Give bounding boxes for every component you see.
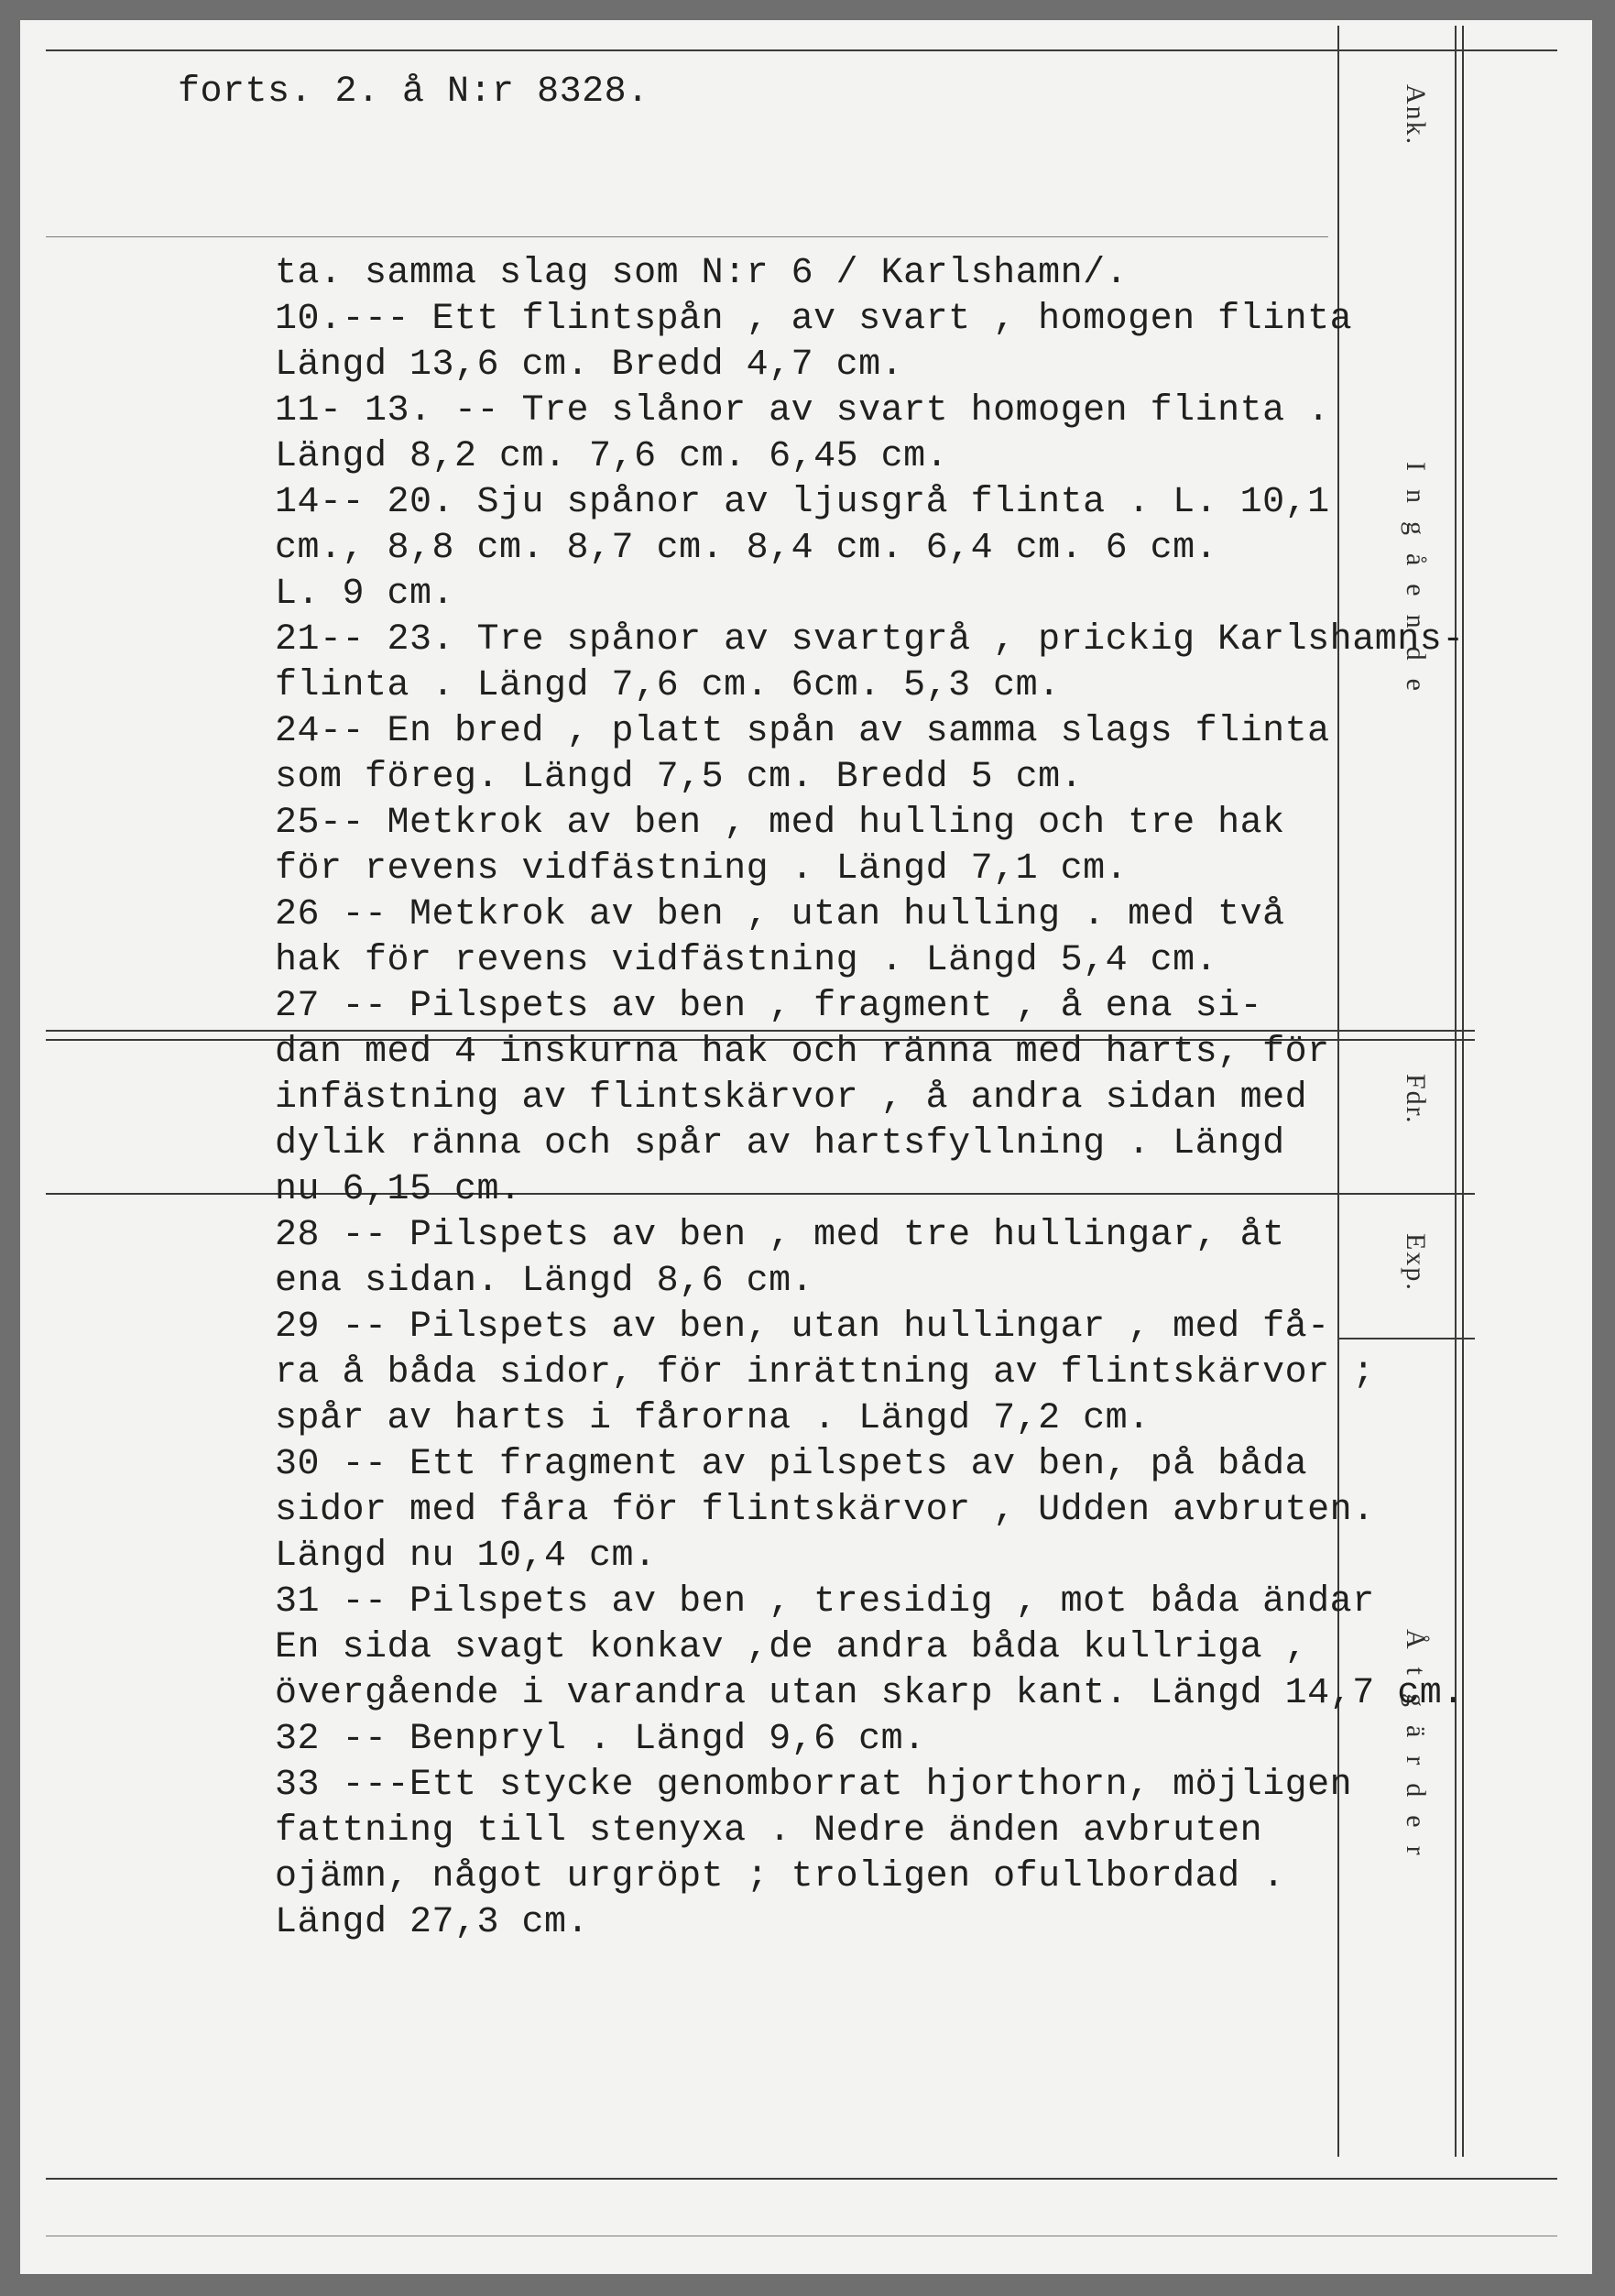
text-line: ta. samma slag som N:r 6 / Karlshamn/. <box>275 253 1129 294</box>
text-line: sidor med fåra för flintskärvor , Udden avbruten. <box>275 1490 1375 1531</box>
column-divider-right-2 <box>1462 26 1464 2157</box>
text-line: 24-- En bred , platt spån av samma slags flinta <box>275 711 1330 752</box>
text-line: nu 6,15 cm. <box>275 1169 522 1210</box>
text-line: övergående i varandra utan skarp kant. Längd 14,7 cm. <box>275 1673 1465 1714</box>
text-line: ra å båda sidor, för inrättning av flintskärvor ; <box>275 1352 1375 1394</box>
text-line: spår av harts i fårorna . Längd 7,2 cm. <box>275 1398 1151 1439</box>
text-line: 11- 13. -- Tre slånor av svart homogen flinta . <box>275 390 1330 432</box>
text-line: 28 -- Pilspets av ben , med tre hullingar, åt <box>275 1215 1285 1256</box>
text-line: dylik ränna och spår av hartsfyllning . Längd <box>275 1123 1285 1164</box>
text-line: 32 -- Benpryl . Längd 9,6 cm. <box>275 1719 926 1760</box>
text-line: ena sidan. Längd 8,6 cm. <box>275 1261 814 1302</box>
top-rule <box>46 49 1557 51</box>
bottom-rule <box>46 2178 1557 2180</box>
text-line: cm., 8,8 cm. 8,7 cm. 8,4 cm. 6,4 cm. 6 cm. <box>275 528 1218 569</box>
text-line: dan med 4 inskurna hak och ränna med harts, för <box>275 1032 1330 1073</box>
text-line: fattning till stenyxa . Nedre änden avbruten <box>275 1810 1263 1852</box>
text-line: 29 -- Pilspets av ben, utan hullingar , med få- <box>275 1307 1330 1348</box>
ank-label: Ank. <box>1401 84 1431 147</box>
text-line: 31 -- Pilspets av ben , tresidig , mot båda ändar <box>275 1581 1375 1623</box>
text-line: infästning av flintskärvor , å andra sidan med <box>275 1077 1308 1119</box>
card-header-title: forts. 2. å N:r 8328. <box>178 71 649 113</box>
text-line: 10.--- Ett flintspån , av svart , homogen flinta <box>275 299 1353 340</box>
text-line: 14-- 20. Sju spånor av ljusgrå flinta . L. 10,1 <box>275 482 1330 523</box>
column-divider-left <box>1337 26 1339 2157</box>
text-line: hak för revens vidfästning . Längd 5,4 cm. <box>275 940 1218 981</box>
text-line: 25-- Metkrok av ben , med hulling och tre hak <box>275 803 1285 844</box>
text-line: 27 -- Pilspets av ben , fragment , å ena si- <box>275 986 1263 1027</box>
text-line: En sida svagt konkav ,de andra båda kullriga , <box>275 1627 1308 1668</box>
text-line: 26 -- Metkrok av ben , utan hulling . med två <box>275 894 1285 935</box>
atgarder-label: Åtgärder <box>1401 1629 1431 1874</box>
text-line: Längd nu 10,4 cm. <box>275 1536 657 1577</box>
catalog-card <box>20 20 1592 2274</box>
text-line: L. 9 cm. <box>275 574 455 615</box>
fdr-label: Fdr. <box>1401 1074 1431 1125</box>
exp-label: Exp. <box>1401 1233 1431 1292</box>
text-line: Längd 8,2 cm. 7,6 cm. 6,45 cm. <box>275 436 949 477</box>
ingaende-label: Ingående <box>1401 462 1431 709</box>
text-line: för revens vidfästning . Längd 7,1 cm. <box>275 848 1129 890</box>
header-divider <box>46 236 1328 237</box>
column-divider-right-1 <box>1455 26 1457 2157</box>
text-line: 21-- 23. Tre spånor av svartgrå , prickig Karlshamns- <box>275 619 1465 661</box>
text-line: ojämn, något urgröpt ; troligen ofullbordad . <box>275 1856 1285 1897</box>
text-line: 30 -- Ett fragment av pilspets av ben, på båda <box>275 1444 1308 1485</box>
text-line: Längd 27,3 cm. <box>275 1902 590 1943</box>
text-line: Längd 13,6 cm. Bredd 4,7 cm. <box>275 344 904 386</box>
text-line: 33 ---Ett stycke genomborrat hjorthorn, möjligen <box>275 1765 1353 1806</box>
text-line: flinta . Längd 7,6 cm. 6cm. 5,3 cm. <box>275 665 1061 706</box>
exp-divider <box>46 1193 1475 1195</box>
text-line: som föreg. Längd 7,5 cm. Bredd 5 cm. <box>275 757 1084 798</box>
